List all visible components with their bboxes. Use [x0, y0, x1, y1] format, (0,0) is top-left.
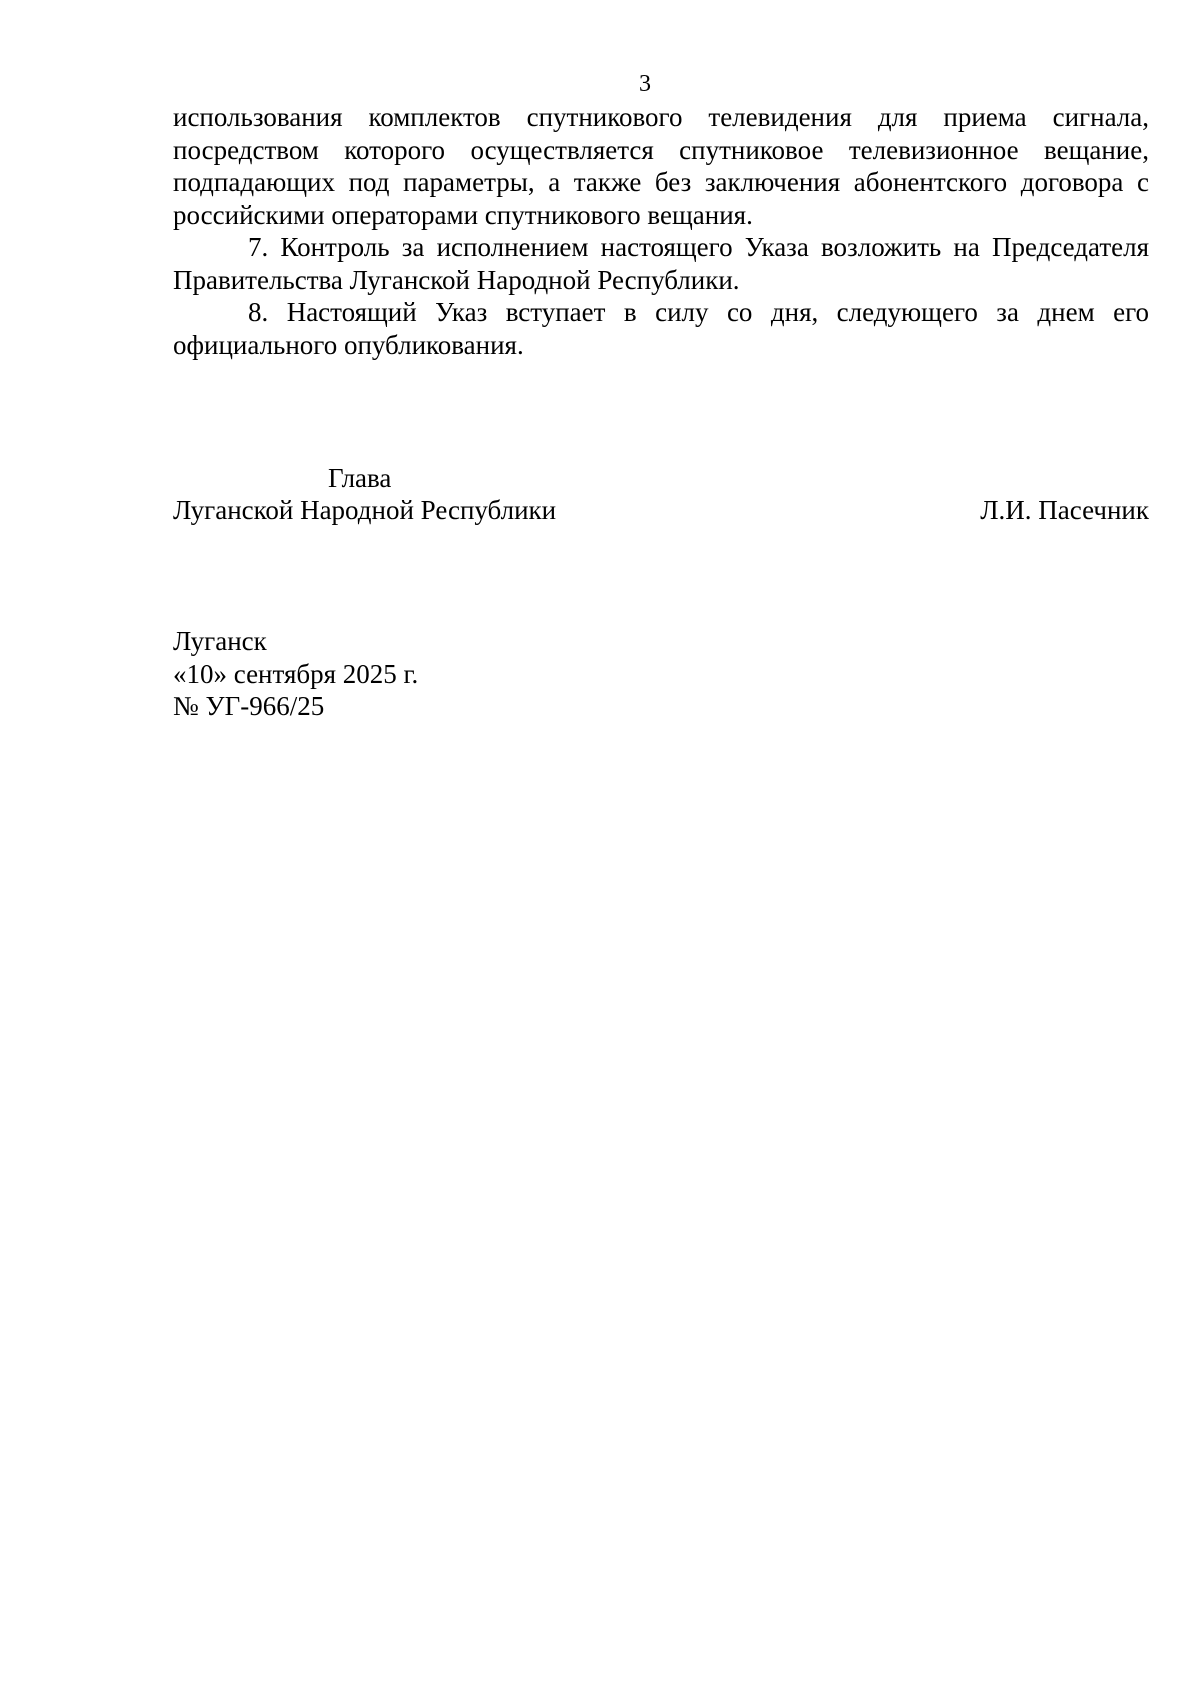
signature-title: Глава: [328, 463, 392, 493]
decree-body: [173, 101, 1149, 361]
paragraph-item-8: 8. Настоящий Указ вступает в силу со дня, следующего за днем его официального опубликования.: [173, 297, 1149, 360]
paragraph-continuation: использования комплектов спутникового телевидения для приема сигнала, посредством которого осуществляется спутниковое телевизионное вещание, подпадающих под параметры, а также без заключения абонентского договора с российскими операторами спутникового вещания.: [173, 102, 1149, 230]
signature-organization: Луганской Народной Республики: [173, 495, 557, 525]
decree-number: № УГ-966/25: [173, 691, 325, 721]
document-footer: [173, 625, 418, 723]
issue-date: «10» сентября 2025 г.: [173, 658, 419, 689]
issue-city: Луганск: [173, 626, 267, 656]
page-number: 3: [639, 71, 651, 97]
signatory-name: Л.И. Пасечник: [980, 495, 1149, 525]
paragraph-item-7: 7. Контроль за исполнением настоящего Указа возложить на Председателя Правительства Луганской Народной Республики.: [173, 232, 1149, 295]
